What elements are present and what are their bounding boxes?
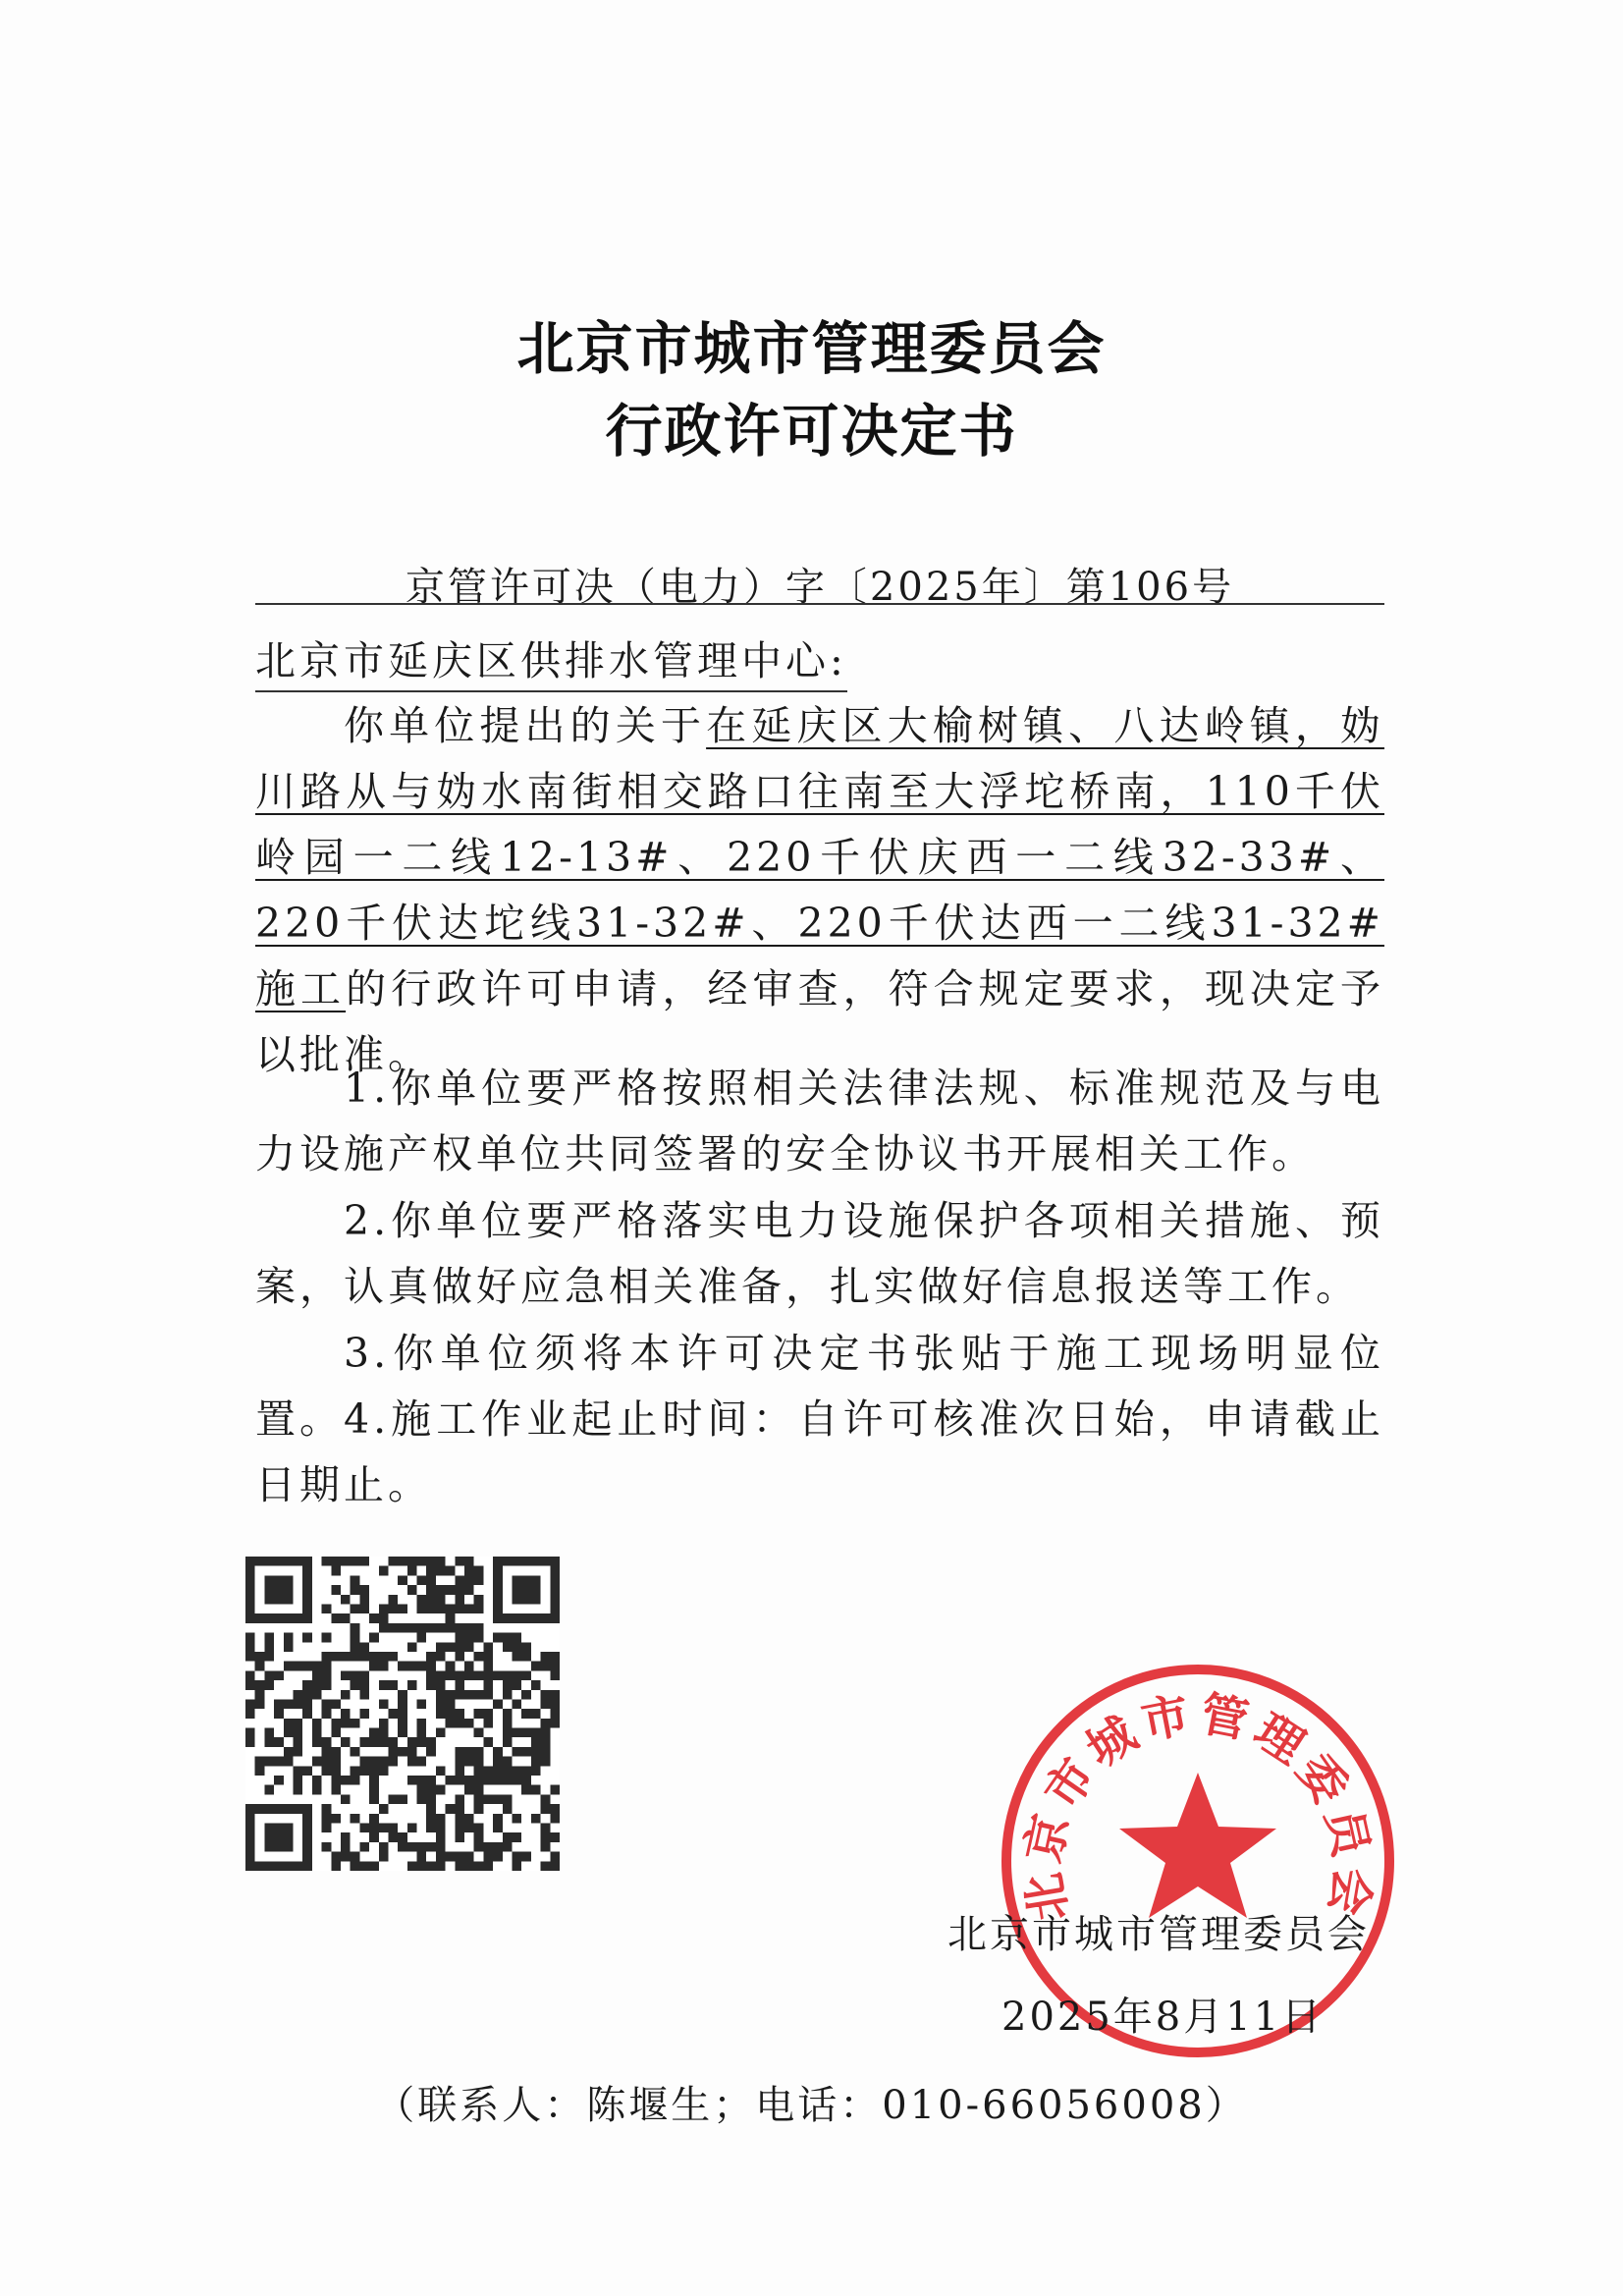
signature-organization: 北京市城市管理委员会 (947, 1912, 1370, 1957)
main-paragraph-suffix: 的行政许可申请，经审查，符合规定要求，现决定予以批准。 (255, 965, 1385, 1078)
qr-code (245, 1557, 560, 1871)
seal-star-icon (1119, 1773, 1276, 1918)
clause-3: 3.你单位须将本许可决定书张贴于施工现场明显位置。 (255, 1330, 1384, 1443)
document-title-line1: 北京市城市管理委员会 (516, 315, 1107, 382)
clause-2: 2.你单位要严格落实电力设施保护各项相关措施、预案，认真做好应急相关准备，扎实做好信息报送等工作。 (255, 1197, 1384, 1310)
clause-4: 4.施工作业起止时间：自许可核准次日始，申请截止日期止。 (255, 1395, 1384, 1508)
main-paragraph-prefix: 你单位提出的关于 (344, 702, 707, 749)
contact-info: （联系人：陈堰生；电话：010-66056008） (375, 2083, 1248, 2128)
document-number: 京管许可决（电力）字〔2025年〕第106号 (405, 565, 1235, 610)
recipient: 北京市延庆区供排水管理中心: (255, 629, 847, 692)
main-paragraph-project: 在延庆区大榆树镇、八达岭镇，妫川路从与妫水南街相交路口往南至大浮坨桥南，110千伏岭园一二线12-13#、220千伏庆西一二线32-33#、220千伏达坨线31-32#、220千伏达西一二线31-32#施工 (255, 702, 1385, 1012)
seal-text: 北京市城市管理委员会 (1015, 1686, 1380, 1926)
main-paragraph (255, 693, 1384, 1088)
document-title-line2: 行政许可决定书 (605, 398, 1018, 465)
clause-1: 1.你单位要严格按照相关法律法规、标准规范及与电力设施产权单位共同签署的安全协议书开展相关工作。 (255, 1065, 1384, 1177)
header-divider (255, 603, 1384, 605)
signature-date: 2025年8月11日 (1001, 1995, 1325, 2040)
